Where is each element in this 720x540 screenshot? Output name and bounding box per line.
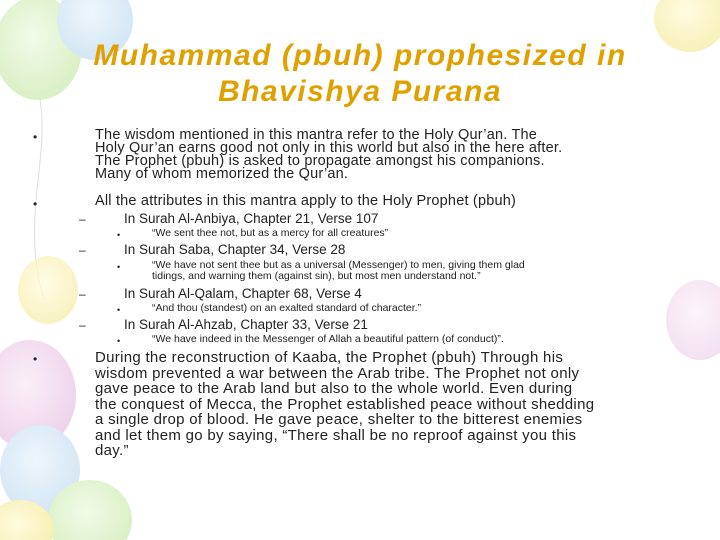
- reference-quote: “We have indeed in the Messenger of Allah a beautiful pattern (of conduct)”.: [152, 333, 504, 345]
- point-2-text: All the attributes in this mantra apply to the Holy Prophet (pbuh): [95, 193, 517, 209]
- reference-quote: “We sent thee not, but as a mercy for all creatures”: [152, 227, 389, 239]
- sub-bullet-marker: –: [79, 318, 86, 332]
- sub-bullet-marker: –: [79, 243, 86, 257]
- sub-bullet-marker: –: [79, 212, 86, 226]
- reference-quote: “And thou (standest) on an exalted standard of character.”: [152, 302, 422, 314]
- bullet-marker: •: [33, 352, 38, 366]
- reference-source: In Surah Al-Anbiya, Chapter 21, Verse 107: [124, 211, 379, 226]
- reference-source: In Surah Saba, Chapter 34, Verse 28: [124, 242, 346, 257]
- quote-bullet-marker: •: [117, 262, 121, 272]
- bullet-marker: •: [33, 197, 38, 211]
- quote-bullet-marker: •: [117, 336, 121, 346]
- point-3-text: During the reconstruction of Kaaba, the Prophet (pbuh) Through his wisdom prevented a war between the Arab tribe. The Prophet not only gave peace to the Arab land but also to the whole world. Even during the conquest of Mecca, the Prophet established peace without shedding a single drop of blood. He gave peace, shelter to the bitterest enemies and let them go by saying, “There shall be no reproof against you this day.”: [95, 349, 595, 459]
- reference-source: In Surah Al-Qalam, Chapter 68, Verse 4: [124, 286, 362, 301]
- sub-bullet-marker: –: [79, 287, 86, 301]
- point-1-text: The wisdom mentioned in this mantra refer to the Holy Qur’an. The Holy Qur’an earns good not only in this world but also in the here after. The Prophet (pbuh) is asked to propagate amongst his companions. Many of whom memorized the Qur’an.: [95, 127, 563, 182]
- reference-source: In Surah Al-Ahzab, Chapter 33, Verse 21: [124, 317, 368, 332]
- slide-title: Muhammad (pbuh) prophesized in Bhavishya Purana: [93, 39, 627, 108]
- quote-bullet-marker: •: [117, 305, 121, 315]
- quote-bullet-marker: •: [117, 230, 121, 240]
- reference-quote: “We have not sent thee but as a universal (Messenger) to men, giving them glad tidings, and warning them (against sin), but most men understand not.”: [152, 259, 525, 282]
- bullet-marker: •: [33, 130, 38, 144]
- balloon-yellow-left: [18, 256, 78, 324]
